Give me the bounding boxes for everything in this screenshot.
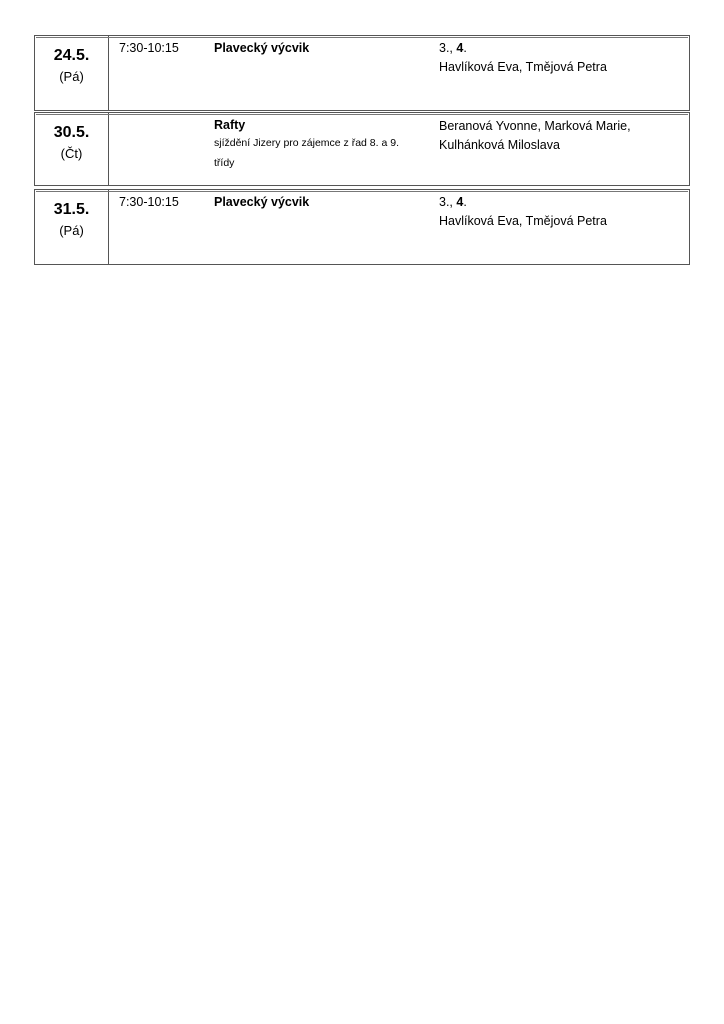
classes-prefix: 3., [439, 41, 457, 55]
event-note: sjíždění Jizery pro zájemce z řad 8. a 9. třídy [214, 137, 399, 169]
event-cell [205, 113, 439, 185]
event-cell [205, 36, 439, 110]
schedule-row [34, 112, 690, 186]
date-cell [35, 36, 109, 110]
time: 7:30-10:15 [119, 41, 179, 55]
date: 30.5. [53, 124, 90, 141]
date: 24.5. [53, 47, 90, 64]
people-cell [439, 190, 689, 264]
classes [439, 40, 689, 56]
teachers: Havlíková Eva, Tmějová Petra [439, 214, 607, 228]
classes [439, 194, 689, 210]
event-title: Plavecký výcvik [214, 41, 310, 55]
people-cell [439, 36, 689, 110]
schedule-row [34, 189, 690, 265]
date-cell [35, 190, 109, 264]
event-cell [205, 190, 439, 264]
time: 7:30-10:15 [119, 195, 179, 209]
classes-suffix: . [463, 41, 467, 55]
teachers: Beranová Yvonne, Marková Marie, Kulhánková Miloslava [439, 119, 631, 152]
schedule-row [34, 35, 690, 111]
people-cell [439, 113, 689, 185]
weekday: (Čt) [60, 146, 83, 161]
classes-bold: 4 [456, 41, 464, 55]
event-title: Plavecký výcvik [214, 195, 310, 209]
classes-bold: 4 [456, 195, 464, 209]
time [109, 113, 205, 185]
date: 31.5. [53, 201, 90, 218]
event-title: Rafty [214, 118, 246, 132]
teachers: Havlíková Eva, Tmějová Petra [439, 60, 607, 74]
classes-suffix: . [463, 195, 467, 209]
weekday: (Pá) [59, 223, 84, 238]
weekday: (Pá) [59, 69, 84, 84]
classes-prefix: 3., [439, 195, 457, 209]
date-cell [35, 113, 109, 185]
